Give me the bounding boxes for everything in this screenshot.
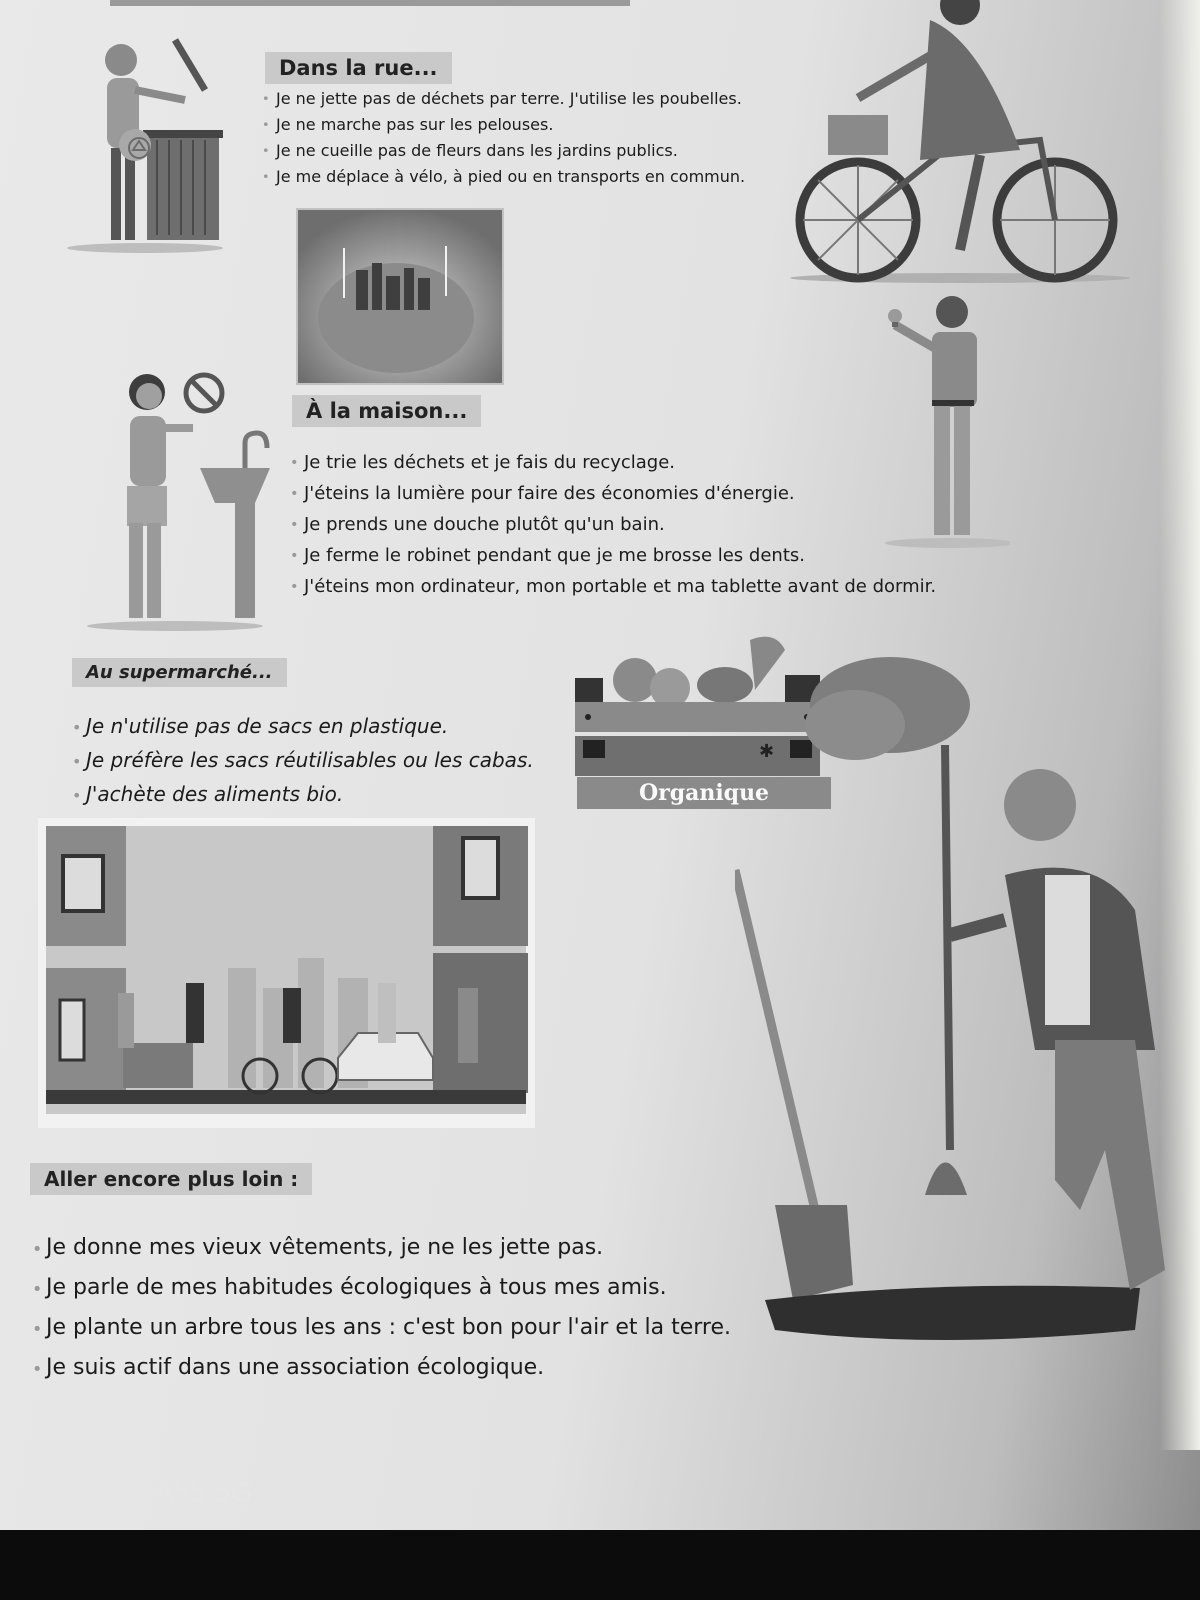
list-item: • J'éteins la lumière pour faire des économies d'énergie. — [290, 478, 936, 509]
home-list — [290, 447, 936, 602]
list-item: • Je suis actif dans une association écologique. — [32, 1348, 731, 1388]
list-item: • Je trie les déchets et je fais du recyclage. — [290, 447, 936, 478]
street-scene-photo — [38, 818, 535, 1128]
section-title-street: Dans la rue... — [265, 52, 452, 84]
star-icon: ✱ — [759, 741, 775, 762]
section-title-supermarket: Au supermarché... — [72, 658, 287, 687]
camera-watermark: Galaxy A55 5G — [58, 1476, 253, 1507]
list-item: • Je plante un arbre tous les ans : c'est bon pour l'air et la terre. — [32, 1308, 731, 1348]
list-item: • Je ne marche pas sur les pelouses. — [262, 112, 745, 138]
list-item: • Je n'utilise pas de sacs en plastique. — [72, 709, 534, 743]
list-item: • J'achète des aliments bio. — [72, 777, 534, 811]
supermarket-list — [72, 709, 534, 811]
section-title-go-further: Aller encore plus loin : — [30, 1163, 312, 1195]
list-item: • Je ne cueille pas de fleurs dans les jardins publics. — [262, 138, 745, 164]
top-rule — [110, 0, 630, 6]
list-item: • Je donne mes vieux vêtements, je ne les jette pas. — [32, 1228, 731, 1268]
recycle-icon — [126, 135, 152, 161]
list-item: • Je ne jette pas de déchets par terre. J'utilise les poubelles. — [262, 86, 745, 112]
list-item: • Je ferme le robinet pendant que je me brosse les dents. — [290, 540, 936, 571]
go-further-list — [32, 1228, 731, 1388]
list-item: • Je me déplace à vélo, à pied ou en transports en commun. — [262, 164, 745, 190]
lightbulb-icon — [883, 305, 907, 329]
list-item: • Je préfère les sacs réutilisables ou les cabas. — [72, 743, 534, 777]
organic-crate-label: Organique — [577, 777, 831, 809]
list-item: • Je parle de mes habitudes écologiques à tous mes amis. — [32, 1268, 731, 1308]
man-planting-tree-illustration — [735, 650, 1190, 1370]
no-entry-icon — [182, 371, 226, 415]
man-trash-can-illustration — [65, 30, 255, 255]
earth-city-photo — [296, 208, 504, 385]
list-item: • J'éteins mon ordinateur, mon portable et ma tablette avant de dormir. — [290, 571, 936, 602]
woman-bicycle-illustration — [780, 0, 1140, 285]
list-item: • Je prends une douche plutôt qu'un bain. — [290, 509, 936, 540]
section-title-home: À la maison... — [292, 395, 481, 427]
street-list — [262, 86, 745, 190]
